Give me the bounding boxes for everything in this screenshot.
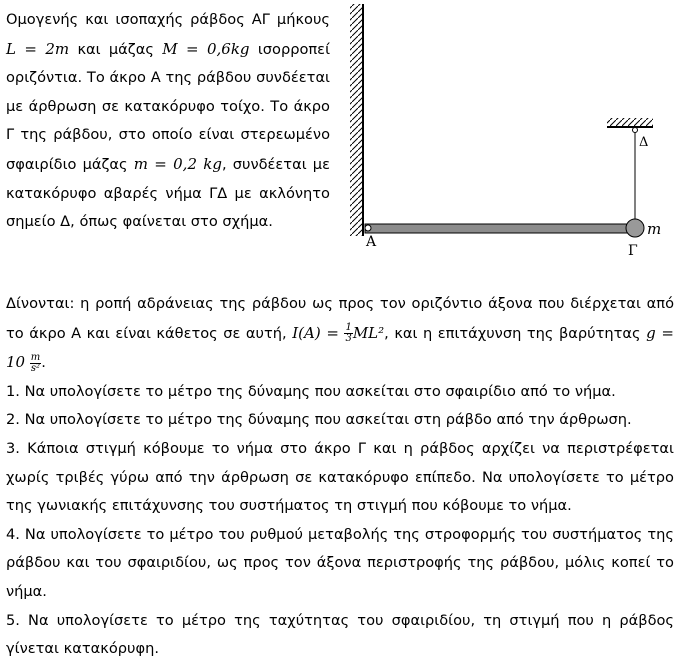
gravity-unit-numerator: m <box>30 351 41 363</box>
label-m: m <box>647 220 662 238</box>
inertia-rhs: ML² <box>352 323 385 342</box>
mass-rod-expression: M = 0,6kg <box>162 39 250 58</box>
question-3: 3. Κάποια στιγμή κόβουμε το νήμα στο άκρο Γ και η ράβδος αρχίζει να περιστρέφεται χωρίς τριβές γύρω από την άρθρωση σε κατακόρυφο επίπεδο. Να υπολογίσετε το μέτρο της γωνιακής επιτάχυνσης του συστήματος τη στιγμή που κόβουμε το νήμα. <box>6 439 674 515</box>
label-delta: Δ <box>639 135 649 150</box>
given-text-b: , και η επιτάχυνση της βαρύτητας <box>384 324 641 342</box>
anchor-point <box>633 128 638 133</box>
intro-text-a: Ομογενής και ισοπαχής ράβδος ΑΓ μήκους <box>6 11 330 28</box>
given-paragraph <box>6 290 674 378</box>
length-expression: L = 2m <box>6 39 70 58</box>
gravity-unit-denominator: s² <box>30 362 41 374</box>
physics-diagram <box>340 0 680 290</box>
intro-text-d: , συνδέεται με κατακόρυφο αβαρές νήμα ΓΔ με ακλόνητο σημείο Δ, όπως φαίνεται στο σχήμα. <box>6 155 330 231</box>
label-gamma: Γ <box>628 243 638 259</box>
question-4: 4. Να υπολογίσετε το μέτρο του ρυθμού μεταβολής της στροφορμής του συστήματος της ράβδου και του σφαιριδίου, ως προς τον άξονα περιστροφής της ράβδου, μόλις κοπεί το νήμα. <box>6 525 674 600</box>
ceiling-hatching <box>607 118 653 126</box>
problem-intro <box>6 6 330 237</box>
label-a: Α <box>366 234 377 250</box>
intro-text-c: ισορροπεί οριζόντια. Το άκρο Α της ράβδου συνδέεται με άρθρωση σε κατακόρυφο τοίχο. Το άκρο Γ της ράβδου, στο οποίο είναι στερεωμένο σφαιρίδιο μάζας <box>6 40 331 173</box>
given-text-a: Δίνονται: η ροπή αδράνειας της ράβδου ως προς τον οριζόντιο άξονα που διέρχεται από το άκρο Α και είναι κάθετος σε αυτή, <box>6 295 674 342</box>
inertia-numerator: 1 <box>345 322 352 334</box>
gravity-unit-fraction <box>30 353 41 374</box>
inertia-fraction <box>344 323 352 344</box>
inertia-denominator: 3 <box>345 333 352 345</box>
hinge <box>365 225 371 231</box>
question-5: 5. Να υπολογίσετε το μέτρο της ταχύτητας του σφαιριδίου, τη στιγμή που η ράβδος γίνεται κατακόρυφη. <box>6 611 674 658</box>
problem-body <box>6 290 674 664</box>
intro-text-b: και μάζας <box>77 40 154 58</box>
question-2: 2. Να υπολογίσετε το μέτρο της δύναμης που ασκείται στη ράβδο από την άρθρωση. <box>6 411 632 429</box>
inertia-lhs: I(A) = <box>292 323 339 342</box>
ball <box>626 219 644 237</box>
given-end: . <box>41 354 46 372</box>
gravity-expression: g = 10 <box>6 323 674 372</box>
rod <box>365 224 637 233</box>
mass-ball-expression: m = 0,2 kg <box>133 154 222 173</box>
question-1: 1. Να υπολογίσετε το μέτρο της δύναμης που ασκείται στο σφαιρίδιο από το νήμα. <box>6 382 616 400</box>
wall-hatching <box>350 4 362 236</box>
